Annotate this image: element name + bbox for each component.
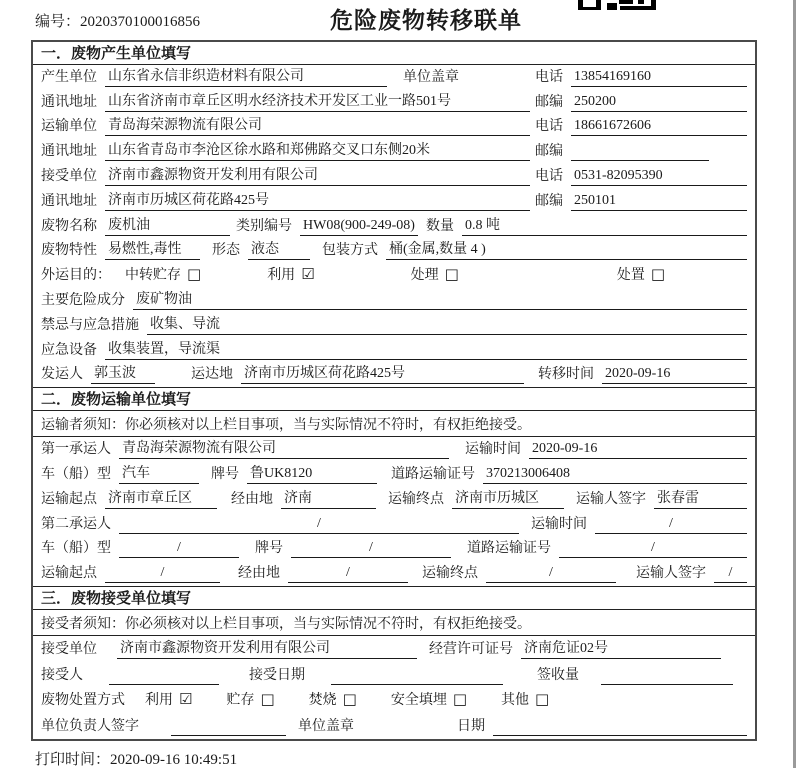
origin2-label: 运输起点 bbox=[41, 566, 97, 582]
transporter-notice: 运输者须知：你必须核对以上栏目事项，当与实际情况不符时，有权拒绝接受。 bbox=[33, 411, 755, 437]
shipper-label: 发运人 bbox=[41, 367, 83, 383]
hazard-label: 主要危险成分 bbox=[41, 292, 125, 308]
receiver-notice: 接受者须知：你必须核对以上栏目事项，当与实际情况不符时，有权拒绝接受。 bbox=[33, 610, 755, 636]
checkbox-disposal-incinerate: □ bbox=[342, 690, 357, 709]
row-vehicle2 bbox=[33, 537, 755, 562]
receiving-unit-label: 接受单位 bbox=[41, 641, 97, 657]
second-carrier-label: 第二承运人 bbox=[41, 516, 111, 532]
transfer-time-label: 转移时间 bbox=[538, 367, 594, 383]
row-receiver-unit bbox=[33, 164, 755, 189]
carrier-sign2-value: / bbox=[714, 564, 747, 583]
waste-name-label: 废物名称 bbox=[41, 218, 97, 234]
producer-unit-label: 产生单位 bbox=[41, 69, 97, 85]
received-amount-value bbox=[601, 667, 733, 685]
row-route1 bbox=[33, 487, 755, 512]
disposal-option-other: 其他 □ bbox=[501, 690, 550, 709]
vehicle-type1-value: 汽车 bbox=[119, 465, 199, 484]
category-label: 类别编号 bbox=[236, 218, 292, 234]
row-receiving-unit bbox=[33, 636, 755, 662]
endpoint2-label: 运输终点 bbox=[422, 566, 478, 582]
endpoint1-label: 运输终点 bbox=[388, 491, 444, 507]
row-emergency-equipment bbox=[33, 338, 755, 363]
vehicle-type1-label: 车（船）型 bbox=[41, 466, 111, 482]
carrier-sign1-value: 张春雷 bbox=[654, 490, 747, 509]
producer-address-value: 山东省济南市章丘区明水经济技术开发区工业一路501号 bbox=[105, 93, 530, 112]
seal-date-label: 日期 bbox=[457, 718, 485, 734]
checkbox-disposal-store: □ bbox=[260, 690, 275, 709]
disposal-method-label: 废物处置方式 bbox=[41, 693, 125, 709]
responsible-sign-value bbox=[171, 718, 286, 736]
origin2-value: / bbox=[105, 564, 220, 583]
doc-number-label: 编号： bbox=[35, 14, 81, 30]
qr-code-fragment bbox=[578, 0, 656, 11]
page-title: 危险废物转移联单 bbox=[330, 8, 522, 34]
producer-address-label: 通讯地址 bbox=[41, 94, 97, 110]
acceptor-value bbox=[109, 667, 219, 685]
phone2-value: 18661672606 bbox=[571, 117, 747, 136]
seal-date-value bbox=[493, 718, 747, 736]
checkbox-disposal-utilize: ☑ bbox=[179, 690, 193, 709]
zip3-value: 250101 bbox=[571, 192, 747, 211]
plate1-label: 牌号 bbox=[211, 466, 239, 482]
accept-date-label: 接受日期 bbox=[249, 667, 305, 683]
section-producer bbox=[33, 42, 755, 387]
hazard-value: 废矿物油 bbox=[133, 291, 747, 310]
accept-date-value bbox=[331, 667, 503, 685]
disposal-option-store: 贮存 □ bbox=[226, 690, 275, 709]
checkbox-disposal-other: □ bbox=[535, 690, 550, 709]
waste-name-value: 废机油 bbox=[105, 217, 230, 236]
phone2-group bbox=[535, 117, 747, 136]
packaging-label: 包装方式 bbox=[322, 243, 378, 259]
row-second-carrier bbox=[33, 512, 755, 537]
row-hazard-components bbox=[33, 288, 755, 313]
received-amount-label: 签收量 bbox=[537, 667, 579, 683]
characteristics-label: 废物特性 bbox=[41, 243, 97, 259]
license-label: 经营许可证号 bbox=[429, 641, 513, 657]
row-transport-unit bbox=[33, 115, 755, 140]
endpoint2-value: / bbox=[486, 564, 616, 583]
origin1-label: 运输起点 bbox=[41, 491, 97, 507]
transfer-form bbox=[31, 40, 757, 741]
zip1-group bbox=[535, 93, 747, 112]
zip2-group bbox=[535, 143, 747, 161]
print-time: 打印时间：2020-09-16 10:49:51 bbox=[35, 752, 238, 768]
row-transfer-purpose bbox=[33, 263, 755, 288]
doc-number bbox=[35, 10, 200, 31]
disposal-option-incinerate: 焚烧 □ bbox=[308, 690, 357, 709]
zip3-label: 邮编 bbox=[535, 193, 563, 209]
via2-value: / bbox=[288, 564, 408, 583]
zip2-value bbox=[571, 143, 709, 161]
phone3-group bbox=[535, 167, 747, 186]
receiver-address-label: 通讯地址 bbox=[41, 193, 97, 209]
road-permit2-label: 道路运输证号 bbox=[467, 541, 551, 557]
section1-title: 一．废物产生单位填写 bbox=[33, 42, 755, 65]
carrier-sign1-label: 运输人签字 bbox=[576, 491, 646, 507]
checkbox-dispose: □ bbox=[650, 265, 666, 284]
taboo-label: 禁忌与应急措施 bbox=[41, 317, 139, 333]
via1-value: 济南 bbox=[281, 490, 376, 509]
purpose-option-transfer-storage: 中转贮存 □ bbox=[125, 265, 202, 284]
row-taboo-measures bbox=[33, 313, 755, 338]
row-route2 bbox=[33, 561, 755, 586]
first-carrier-value: 青岛海荣源物流有限公司 bbox=[119, 440, 449, 459]
responsible-sign-label: 单位负责人签字 bbox=[41, 718, 139, 734]
purpose-option-dispose: 处置 □ bbox=[616, 265, 666, 284]
zip1-value: 250200 bbox=[571, 93, 747, 112]
plate1-value: 鲁UK8120 bbox=[247, 465, 377, 484]
category-value: HW08(900-249-08) bbox=[300, 217, 418, 236]
zip2-label: 邮编 bbox=[535, 144, 563, 160]
row-producer-unit bbox=[33, 65, 755, 90]
shipper-value: 郭玉波 bbox=[91, 365, 155, 384]
row-acceptor bbox=[33, 662, 755, 688]
destination-value: 济南市历城区荷花路425号 bbox=[241, 365, 524, 384]
receiver-unit-value: 济南市鑫源物资开发利用有限公司 bbox=[105, 167, 530, 186]
purpose-option-treat: 处理 □ bbox=[410, 265, 459, 284]
road-permit1-label: 道路运输证号 bbox=[391, 466, 475, 482]
transport-time1-value: 2020-09-16 bbox=[529, 440, 747, 459]
row-receiver-address bbox=[33, 189, 755, 214]
vehicle-type2-label: 车（船）型 bbox=[41, 541, 111, 557]
via1-label: 经由地 bbox=[231, 491, 273, 507]
first-carrier-label: 第一承运人 bbox=[41, 442, 111, 458]
carrier-sign2-label: 运输人签字 bbox=[636, 566, 706, 582]
equipment-value: 收集装置，导流渠 bbox=[105, 341, 747, 360]
row-waste-name bbox=[33, 214, 755, 239]
second-carrier-value: / bbox=[119, 515, 519, 534]
plate2-value: / bbox=[291, 539, 451, 558]
row-responsible-signature bbox=[33, 713, 755, 739]
row-shipper bbox=[33, 363, 755, 388]
unit-seal2-label: 单位盖章 bbox=[298, 718, 354, 734]
transport-time2-label: 运输时间 bbox=[531, 516, 587, 532]
plate2-label: 牌号 bbox=[255, 541, 283, 557]
transport-time2-value: / bbox=[595, 515, 747, 534]
origin1-value: 济南市章丘区 bbox=[105, 490, 217, 509]
form-value: 液态 bbox=[248, 241, 310, 260]
vehicle-type2-value: / bbox=[119, 539, 239, 558]
disposal-option-utilize: 利用 ☑ bbox=[145, 690, 193, 709]
row-transport-address bbox=[33, 139, 755, 164]
phone2-label: 电话 bbox=[535, 119, 563, 135]
section-receiver bbox=[33, 586, 755, 739]
endpoint1-value: 济南市历城区 bbox=[452, 490, 564, 509]
destination-label: 运达地 bbox=[191, 367, 233, 383]
receiving-unit-value: 济南市鑫源物资开发利用有限公司 bbox=[117, 640, 417, 659]
taboo-value: 收集、导流 bbox=[147, 316, 747, 335]
road-permit2-value: / bbox=[559, 539, 747, 558]
phone3-label: 电话 bbox=[535, 168, 563, 184]
row-vehicle1 bbox=[33, 462, 755, 487]
row-producer-address bbox=[33, 90, 755, 115]
transport-address-label: 通讯地址 bbox=[41, 144, 97, 160]
packaging-value: 桶(金属,数量 4 ) bbox=[386, 241, 747, 260]
transfer-time-value: 2020-09-16 bbox=[602, 365, 747, 384]
doc-number-value: 2020370100016856 bbox=[80, 14, 201, 30]
phone3-value: 0531-82095390 bbox=[571, 167, 747, 186]
section3-title: 三．废物接受单位填写 bbox=[33, 587, 755, 610]
checkbox-utilize: ☑ bbox=[301, 265, 315, 284]
zip1-label: 邮编 bbox=[535, 94, 563, 110]
section-transport bbox=[33, 387, 755, 586]
characteristics-value: 易燃性,毒性 bbox=[105, 241, 200, 260]
phone1-group bbox=[535, 68, 747, 87]
equipment-label: 应急设备 bbox=[41, 342, 97, 358]
transport-address-value: 山东省青岛市李沧区徐水路和郑佛路交叉口东侧20米 bbox=[105, 142, 530, 161]
receiver-unit-label: 接受单位 bbox=[41, 168, 97, 184]
row-disposal-method bbox=[33, 688, 755, 714]
section2-title: 二．废物运输单位填写 bbox=[33, 388, 755, 411]
unit-seal-label: 单位盖章 bbox=[403, 69, 459, 85]
row-first-carrier bbox=[33, 437, 755, 462]
zip3-group bbox=[535, 192, 747, 211]
purpose-label: 外运目的： bbox=[41, 268, 111, 284]
row-waste-characteristics bbox=[33, 239, 755, 264]
phone1-value: 13854169160 bbox=[571, 68, 747, 87]
transport-unit-label: 运输单位 bbox=[41, 119, 97, 135]
road-permit1-value: 370213006408 bbox=[483, 465, 747, 484]
transport-time1-label: 运输时间 bbox=[465, 442, 521, 458]
checkbox-disposal-landfill: □ bbox=[452, 690, 468, 709]
transport-unit-value: 青岛海荣源物流有限公司 bbox=[105, 117, 530, 136]
purpose-option-utilize: 利用 ☑ bbox=[267, 265, 315, 284]
producer-unit-value: 山东省永信非织造材料有限公司 bbox=[105, 68, 387, 87]
license-value: 济南危证02号 bbox=[521, 640, 721, 659]
via2-label: 经由地 bbox=[238, 566, 280, 582]
receiver-address-value: 济南市历城区荷花路425号 bbox=[105, 192, 530, 211]
checkbox-transfer-storage: □ bbox=[187, 265, 202, 284]
phone1-label: 电话 bbox=[535, 69, 563, 85]
checkbox-treat: □ bbox=[444, 265, 459, 284]
quantity-label: 数量 bbox=[426, 218, 454, 234]
acceptor-label: 接受人 bbox=[41, 667, 83, 683]
quantity-value: 0.8 吨 bbox=[462, 217, 747, 236]
form-label: 形态 bbox=[212, 243, 240, 259]
disposal-option-landfill: 安全填埋 □ bbox=[390, 690, 468, 709]
